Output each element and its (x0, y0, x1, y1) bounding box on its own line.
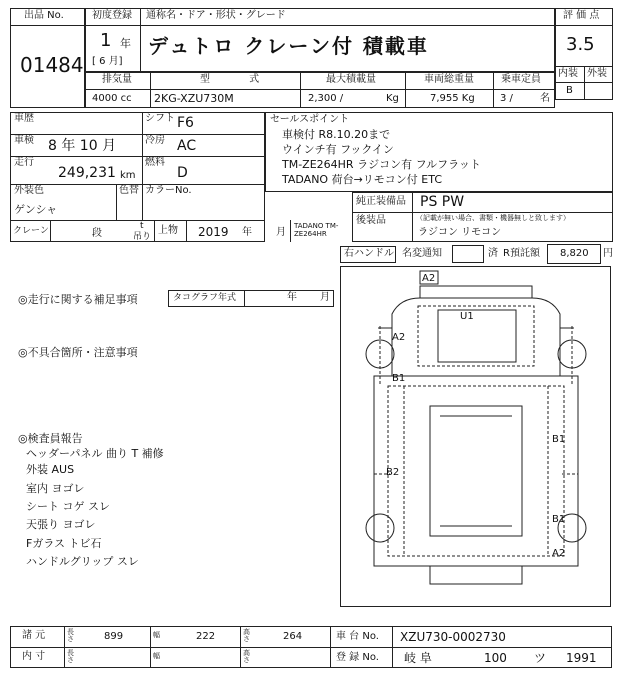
length-label: 長さ (67, 628, 74, 643)
specs-row-label: 諸 元 (22, 630, 46, 641)
diagram-mark: A2 (392, 332, 406, 343)
defects-title: ◎不具合箇所・注意事項 (18, 346, 138, 359)
plate-label: 登 録 No. (336, 652, 379, 663)
rating-label: 評 価 点 (563, 10, 600, 21)
upper-month-unit: 月 (276, 227, 286, 238)
plate-kana: ツ (534, 651, 547, 665)
gross-weight-label: 車両総重量 (424, 74, 474, 85)
reg-label: 初度登録 (92, 10, 132, 21)
plate-class: 100 (484, 651, 507, 665)
inspector-line: 室内 ヨゴレ (26, 482, 85, 495)
rating-value: 3.5 (566, 34, 595, 55)
aftermarket-value: ラジコン リモコン (418, 227, 502, 238)
inspector-line: 天張り ヨゴレ (26, 518, 96, 531)
details-table (10, 112, 265, 242)
color-code-label: カラーNo. (145, 185, 192, 196)
width-label: 幅 (153, 631, 160, 639)
year-unit: 年 (120, 37, 131, 50)
inspector-line: シート コゲ スレ (26, 500, 110, 513)
mileage-label: 走行 (14, 157, 34, 168)
max-load-label: 最大積載量 (326, 74, 376, 85)
reg-year: 1 (100, 30, 112, 51)
inspector-line: Fガラス トビ石 (26, 537, 102, 550)
recycle-prefix: 済 (488, 248, 498, 259)
recycle-unit: 円 (603, 248, 613, 259)
inspector-line: 外装 AUS (26, 463, 75, 476)
width-value: 222 (196, 631, 216, 642)
upper-year: 2019 (198, 225, 229, 239)
sales-point-line: ウインチ有 フックイン (282, 143, 394, 156)
width-label-2: 幅 (153, 652, 160, 660)
chassis-label: 車 台 No. (336, 631, 379, 642)
tacho-year-unit: 年 (287, 292, 297, 303)
inspection-value: 8 年 10 月 (48, 138, 117, 154)
color-value: ゲンシャ (14, 203, 58, 216)
aftermarket-label: 後装品 (356, 215, 386, 226)
plate-number: 1991 (566, 651, 597, 665)
upper-year-unit: 年 (242, 227, 252, 238)
mileage-value: 249,231 (58, 165, 116, 181)
name-change-box (452, 245, 484, 263)
crane-lift-t: t (140, 221, 144, 231)
sales-point-line: TADANO 荷台→リモコン付 ETC (282, 173, 442, 186)
sales-point-line: 車検付 R8.10.20まで (282, 128, 391, 141)
fuel-label: 燃料 (145, 157, 165, 168)
car-name: デュトロ クレーン付 積載車 (148, 34, 429, 58)
diagram-mark: B2 (386, 467, 400, 478)
chassis-value: XZU730-0002730 (400, 630, 506, 644)
inspection-label: 車検 (14, 135, 34, 146)
diagram-mark: U1 (460, 311, 474, 322)
recycle-label: R預託額 (503, 248, 540, 259)
max-load-unit: Kg (386, 93, 399, 104)
crane-stage: 段 (92, 228, 102, 239)
sales-point-line: TM-ZE264HR ラジコン有 フルフラット (282, 158, 481, 171)
gross-weight-value: 7,955 Kg (430, 93, 475, 104)
inspector-line: ヘッダーパネル 曲り T 補修 (26, 447, 164, 460)
genuine-value: PS PW (420, 194, 465, 210)
diagram-mark: A2 (422, 273, 436, 284)
aftermarket-note: （記載が無い場合、書類・機器無しと致します） (416, 214, 570, 222)
capacity-value: 3 / (500, 93, 513, 104)
upper-label: 上物 (158, 225, 178, 236)
truck-diagram-svg (340, 266, 611, 607)
shift-label: シフト (145, 113, 175, 124)
ac-label: 冷房 (145, 135, 165, 146)
height-value: 264 (283, 631, 303, 642)
height-label: 高さ (243, 628, 250, 643)
displacement-value: 4000 cc (92, 93, 132, 104)
diagram-mark: B1 (392, 373, 406, 384)
tacho-label: タコグラフ年式 (173, 293, 237, 303)
tacho-month-unit: 月 (320, 292, 330, 303)
capacity-label: 乗車定員 (501, 74, 541, 85)
lot-label: 出品 No. (24, 10, 64, 21)
inspector-title: ◎検査員報告 (18, 432, 83, 445)
inner-row-label: 内 寸 (22, 651, 46, 662)
model-label: 型 式 (200, 74, 278, 85)
interior-grade: B (566, 85, 573, 96)
diagram-mark: B1 (552, 434, 566, 445)
fuel-value: D (177, 165, 188, 181)
model-value: 2KG-XZU730M (154, 92, 234, 105)
sales-points-label: セールスポイント (270, 114, 350, 125)
genuine-label: 純正装備品 (356, 196, 406, 207)
crane-label: クレーン (13, 226, 49, 236)
displacement-label: 排気量 (102, 74, 132, 85)
length-label-2: 長さ (67, 649, 74, 664)
plate-area: 岐 阜 (404, 651, 432, 665)
steering-value: 右ハンドル (344, 248, 394, 259)
history-label: 車歴 (14, 113, 34, 124)
mileage-unit: km (120, 170, 136, 181)
shift-value: F6 (177, 115, 194, 131)
reg-month: [ 6 月] (92, 56, 123, 67)
diagram-mark: B1 (552, 514, 566, 525)
name-change-label: 名変通知 (402, 248, 442, 259)
interior-label: 内装 (558, 68, 578, 79)
crane-lift-label: 吊り (133, 232, 152, 242)
name-label: 通称名・ドア・形状・グレード (146, 10, 286, 21)
upper-maker: TADANO TM-ZE264HR (294, 222, 339, 238)
ac-value: AC (177, 138, 197, 154)
exterior-label: 外装 (587, 68, 607, 79)
color-no-label: 色替 (119, 185, 139, 196)
inspector-line: ハンドルグリップ スレ (26, 555, 139, 568)
max-load-value: 2,300 / (308, 93, 344, 104)
color-label: 外装色 (14, 185, 44, 196)
length-value: 899 (104, 631, 124, 642)
height-label-2: 高さ (243, 649, 250, 664)
capacity-unit: 名 (540, 93, 550, 104)
supplement-title: ◎走行に関する補足事項 (18, 293, 138, 306)
lot-number: 01484 (20, 53, 84, 77)
recycle-amount: 8,820 (560, 248, 589, 259)
diagram-mark: A2 (552, 548, 566, 559)
